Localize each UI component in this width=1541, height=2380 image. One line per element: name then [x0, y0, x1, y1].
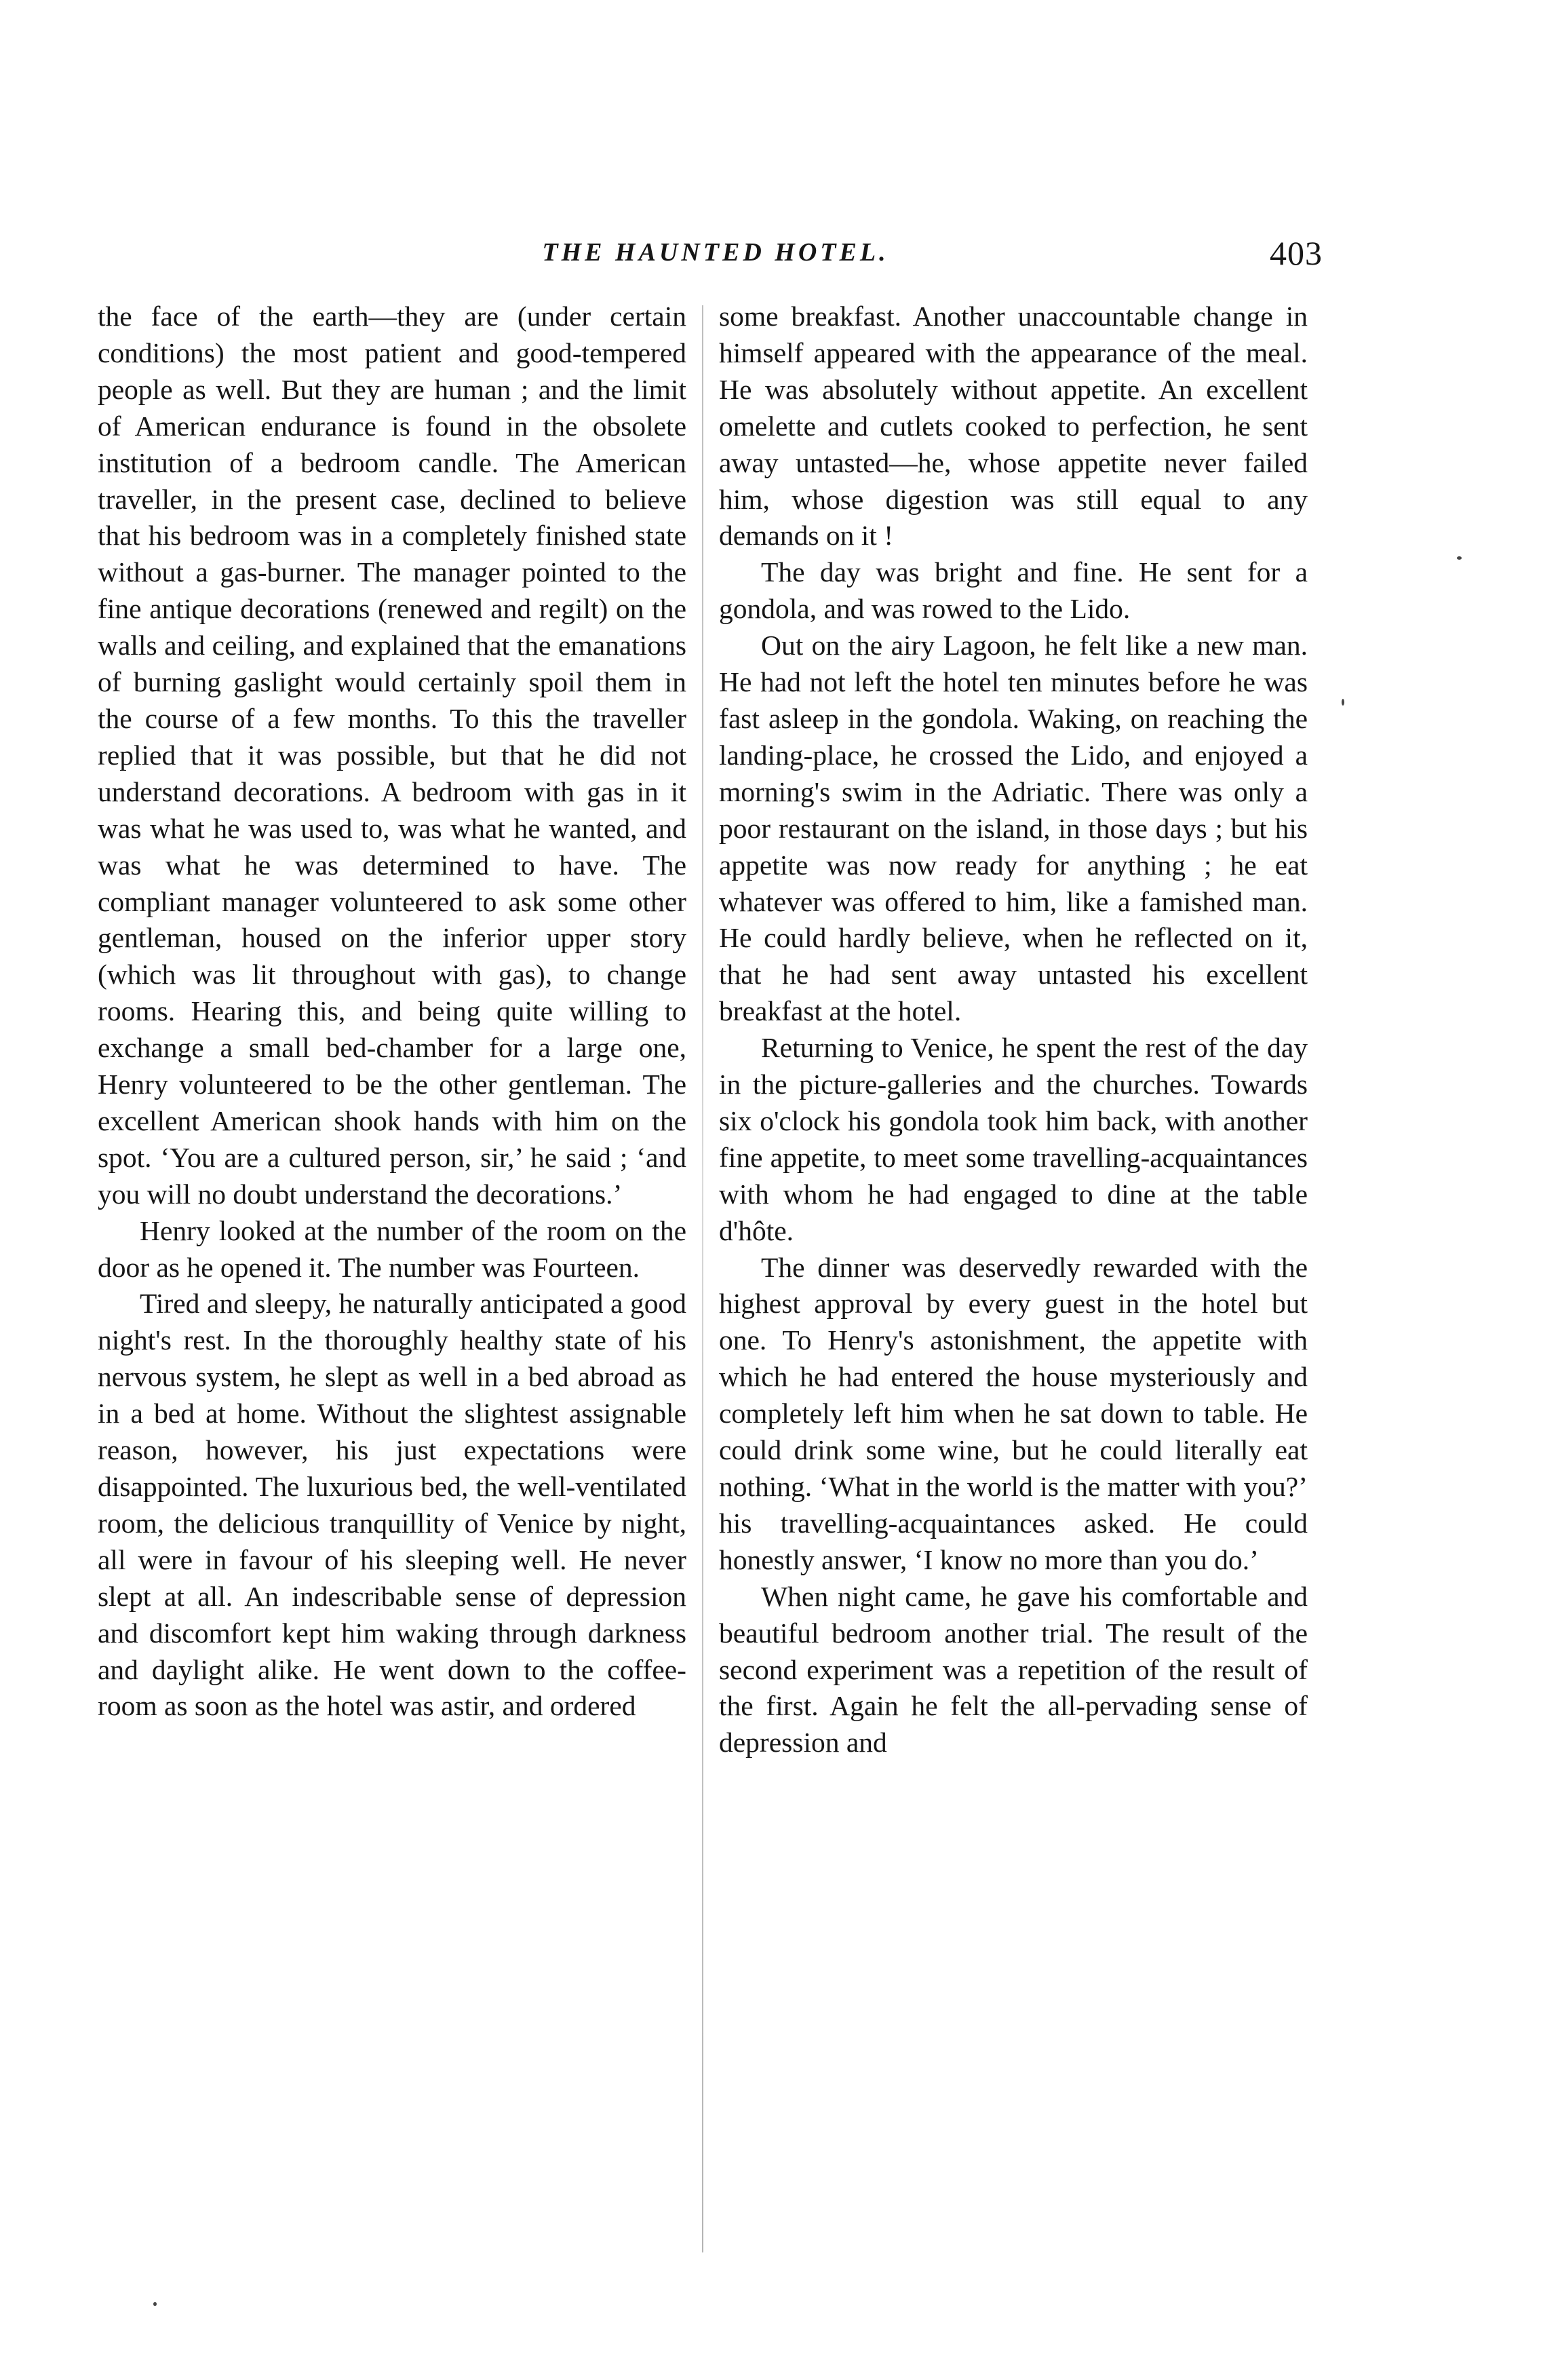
paragraph: The day was bright and fine. He sent for a gondola, and was rowed to the Lido. — [719, 556, 1308, 625]
paragraph: Returning to Venice, he spent the rest of the day in the picture-galleries and the churches. Towards six o'clock his gondola took him back, with another fine appetite, to meet some travelling-acquaintances with whom he had engaged to dine at the table d'hôte. — [719, 1032, 1308, 1246]
paragraph: The dinner was deservedly rewarded with the highest approval by every guest in the hotel but one. To Henry's astonishment, the appetite with which he had entered the house mysteriously and completely left him when he sat down to table. He could drink some wine, but he could literally eat nothing. ‘What in the world is the matter with you?’ his travelling-acquaintances asked. He could honestly answer, ‘I know no more than you do.’ — [719, 1251, 1308, 1575]
paragraph: Tired and sleepy, he naturally anticipated a good night's rest. In the thoroughly healthy state of his nervous system, he slept as well in a bed abroad as in a bed at home. Without the slightest assignable reason, however, his just expectations were disappointed. The luxurious bed, the well-ventilated room, the delicious tranquillity of Venice by night, all were in favour of his sleeping well. He never slept at all. An indescribable sense of depression and discomfort kept him waking through darkness and daylight alike. He went down to the coffee-room as soon as the hotel was astir, and ordered — [98, 1288, 686, 1722]
paragraph: When night came, he gave his comfortable and beautiful bedroom another trial. The result of the second experiment was a repetition of the result of the first. Again he felt the all-pervading sense of depression and — [719, 1580, 1308, 1759]
text-columns — [98, 299, 1309, 2252]
column-divider — [702, 305, 703, 2252]
paragraph: Out on the airy Lagoon, he felt like a new man. He had not left the hotel ten minutes before he was fast asleep in the gondola. Waking, on reaching the landing-place, he crossed the Lido, and enjoyed a morning's swim in the Adriatic. There was only a poor restaurant on the island, in those days ; but his appetite was now ready for anything ; he eat whatever was offered to him, like a famished man. He could hardly believe, when he reflected on it, that he had sent away untasted his excellent breakfast at the hotel. — [719, 630, 1308, 1027]
running-head — [109, 234, 1323, 278]
running-title: THE HAUNTED HOTEL. — [542, 238, 889, 267]
right-column — [719, 299, 1308, 1761]
paragraph: Henry looked at the number of the room on the door as he opened it. The number was Fourteen. — [98, 1214, 686, 1283]
left-column — [98, 299, 686, 1725]
scan-speck — [1457, 556, 1462, 560]
paragraph: the face of the earth—they are (under certain conditions) the most patient and good-tempered people as well. But they are human ; and the limit of American endurance is found in the obsolete institution of a bedroom candle. The American traveller, in the present case, declined to believe that his bedroom was in a completely finished state without a gas-burner. The manager pointed to the fine antique decorations (renewed and regilt) on the walls and ceiling, and explained that the emanations of burning gaslight would certainly spoil them in the course of a few months. To this the traveller replied that it was possible, but that he did not understand decorations. A bedroom with gas in it was what he was used to, was what he wanted, and was what he was determined to have. The compliant manager volunteered to ask some other gentleman, housed on the inferior upper story (which was lit throughout with gas), to change rooms. Hearing this, and being quite willing to exchange a small bed-chamber for a large one, Henry volunteered to be the other gentleman. The excellent American shook hands with him on the spot. ‘You are a cultured person, sir,’ he said ; ‘and you will no doubt understand the decorations.’ — [98, 301, 686, 1210]
scan-speck — [153, 2302, 157, 2306]
paragraph: some breakfast. Another unaccountable change in himself appeared with the appearance of the meal. He was absolutely without appetite. An excellent omelette and cutlets cooked to perfection, he sent away untasted—he, whose appetite never failed him, whose digestion was still equal to any demands on it ! — [719, 301, 1308, 552]
page-number: 403 — [1270, 234, 1323, 272]
scan-speck — [1342, 699, 1344, 706]
